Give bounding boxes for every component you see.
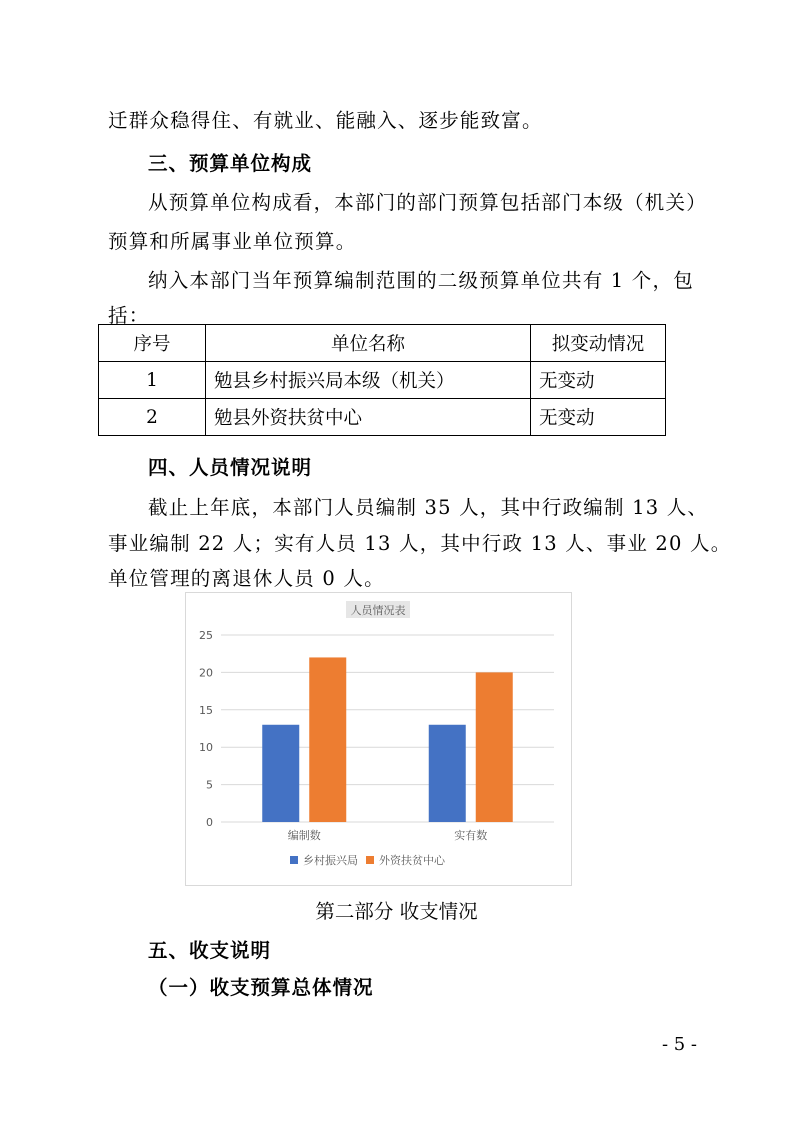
section-4-p1-line3: 单位管理的离退休人员 0 人。	[108, 567, 385, 590]
staff-chart	[185, 592, 572, 886]
budget-units-table	[98, 324, 666, 436]
x-category-label: 实有数	[454, 829, 488, 842]
y-tick-label: 5	[206, 778, 213, 792]
legend-label: 外资扶贫中心	[379, 854, 445, 867]
legend-swatch	[366, 856, 374, 864]
section-3-title: 三、预算单位构成	[148, 152, 313, 175]
row-change-status: 无变动	[531, 399, 666, 436]
paragraph-continuation: 迁群众稳得住、有就业、能融入、逐步能致富。	[108, 109, 543, 132]
section-3-p1-line1: 从预算单位构成看，本部门的部门预算包括部门本级（机关）	[148, 191, 707, 214]
page-number: - 5 -	[661, 1034, 697, 1055]
table-row	[99, 399, 666, 436]
x-category-label: 编制数	[287, 829, 321, 842]
staff-chart-svg	[186, 593, 571, 885]
section-4-title: 四、人员情况说明	[148, 456, 313, 479]
section-5-sub-1-title: （一）收支预算总体情况	[148, 976, 374, 999]
chart-title: 人员情况表	[350, 604, 406, 617]
bar-foreign-aid-center	[476, 672, 513, 822]
section-4-p1-line1: 截止上年底，本部门人员编制 35 人，其中行政编制 13 人、	[148, 496, 709, 519]
section-5-title: 五、收支说明	[148, 939, 272, 962]
y-tick-label: 15	[199, 703, 213, 717]
table-row	[99, 362, 666, 399]
section-4-p1-line2: 事业编制 22 人；实有人员 13 人，其中行政 13 人、事业 20 人。	[108, 532, 732, 555]
bar-rural-revitalization	[262, 725, 299, 822]
chart-legend	[290, 853, 446, 867]
row-index: 2	[99, 399, 206, 436]
legend-swatch	[290, 856, 298, 864]
y-tick-label: 25	[199, 629, 213, 642]
section-3-p1-line2: 预算和所属事业单位预算。	[108, 230, 357, 253]
header-unit-name: 单位名称	[206, 325, 531, 362]
legend-label: 乡村振兴局	[303, 854, 358, 867]
y-tick-label: 0	[206, 816, 213, 829]
header-change-status: 拟变动情况	[531, 325, 666, 362]
row-unit-name: 勉县外资扶贫中心	[206, 399, 531, 436]
part-2-title: 第二部分 收支情况	[315, 900, 478, 923]
row-unit-name: 勉县乡村振兴局本级（机关）	[206, 362, 531, 399]
row-index: 1	[99, 362, 206, 399]
y-tick-label: 20	[199, 666, 213, 680]
bar-foreign-aid-center	[309, 657, 346, 822]
table-header-row	[99, 325, 666, 362]
header-index: 序号	[99, 325, 206, 362]
section-3-p2-line1: 纳入本部门当年预算编制范围的二级预算单位共有 1 个，包	[148, 269, 694, 292]
row-change-status: 无变动	[531, 362, 666, 399]
bar-rural-revitalization	[429, 725, 466, 822]
chart-bars	[262, 657, 513, 822]
y-tick-label: 10	[199, 741, 213, 755]
section-3-p2-line2: 括：	[108, 304, 150, 327]
